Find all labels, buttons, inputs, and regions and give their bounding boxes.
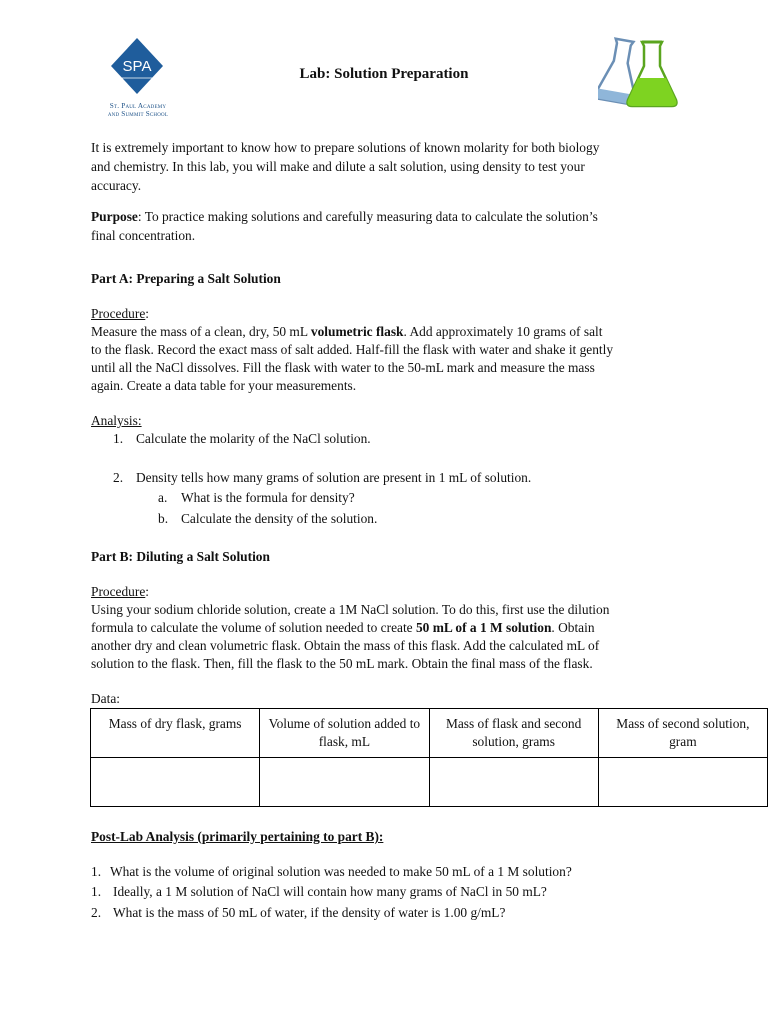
purpose-line: final concentration. bbox=[91, 228, 196, 243]
part-b-procedure-line: another dry and clean volumetric flask. Obtain the mass of this flask. Add the calculated mL of bbox=[91, 638, 600, 653]
part-b-procedure-line: formula to calculate the volume of solution needed to create 50 mL of a 1 M solution. Obtain bbox=[91, 620, 595, 635]
intro-line: It is extremely important to know how to prepare solutions of known molarity for both biology bbox=[91, 140, 600, 155]
flasks-icon bbox=[598, 34, 682, 114]
analysis-subquestion: Calculate the density of the solution. bbox=[181, 511, 378, 526]
list-number: 2. bbox=[113, 470, 124, 485]
table-header-cell: Mass of second solution, gram bbox=[598, 709, 767, 758]
analysis-question: Calculate the molarity of the NaCl solution. bbox=[136, 431, 371, 446]
part-a-procedure-line: to the flask. Record the exact mass of salt added. Half-fill the flask with water and shake it gently bbox=[91, 342, 614, 357]
post-lab-question: What is the volume of original solution was needed to make 50 mL of a 1 M solution? bbox=[110, 864, 572, 879]
intro-line: accuracy. bbox=[91, 178, 142, 193]
intro-line: and chemistry. In this lab, you will make and dilute a salt solution, using density to test your bbox=[91, 159, 585, 174]
part-a-heading: Part A: Preparing a Salt Solution bbox=[91, 271, 281, 286]
part-b-procedure-line: Using your sodium chloride solution, create a 1M NaCl solution. To do this, first use the dilution bbox=[91, 602, 610, 617]
part-a-procedure-line: again. Create a data table for your measurements. bbox=[91, 378, 357, 393]
purpose-label: Purpose bbox=[91, 209, 138, 224]
list-number: 1. bbox=[113, 431, 124, 446]
analysis-label: Analysis: bbox=[91, 413, 142, 428]
part-b-procedure-line: solution to the flask. Then, fill the flask to the 50 mL mark. Obtain the final mass of the flask. bbox=[91, 656, 593, 671]
part-b-procedure-label: Procedure: bbox=[91, 584, 150, 599]
part-b-heading: Part B: Diluting a Salt Solution bbox=[91, 549, 270, 564]
table-header-cell: Volume of solution added to flask, mL bbox=[260, 709, 429, 758]
purpose-line: Purpose: To practice making solutions and carefully measuring data to calculate the solution’s bbox=[91, 209, 598, 224]
table-cell[interactable] bbox=[598, 758, 767, 807]
logo-abbrev: SPA bbox=[122, 58, 152, 75]
analysis-subquestion: What is the formula for density? bbox=[181, 490, 355, 505]
list-letter: a. bbox=[158, 490, 168, 505]
table-header-cell: Mass of flask and second solution, grams bbox=[429, 709, 598, 758]
post-lab-heading: Post-Lab Analysis (primarily pertaining to part B): bbox=[91, 829, 384, 844]
post-lab-question: What is the mass of 50 mL of water, if the density of water is 1.00 g/mL? bbox=[113, 905, 506, 920]
list-number: 2. bbox=[91, 905, 102, 920]
post-lab-question: Ideally, a 1 M solution of NaCl will contain how many grams of NaCl in 50 mL? bbox=[113, 884, 547, 899]
part-a-procedure-label: Procedure: bbox=[91, 306, 150, 321]
part-a-procedure-line: until all the NaCl dissolves. Fill the flask with water to the 50-mL mark and measure the mass bbox=[91, 360, 595, 375]
table-header-row bbox=[91, 709, 768, 758]
table-cell[interactable] bbox=[260, 758, 429, 807]
table-header-cell: Mass of dry flask, grams bbox=[91, 709, 260, 758]
table-cell[interactable] bbox=[91, 758, 260, 807]
list-letter: b. bbox=[158, 511, 169, 526]
list-number: 1. bbox=[91, 884, 102, 899]
page-title: Lab: Solution Preparation bbox=[299, 66, 469, 82]
analysis-question: Density tells how many grams of solution are present in 1 mL of solution. bbox=[136, 470, 532, 485]
table-row bbox=[91, 758, 768, 807]
list-number: 1. bbox=[91, 864, 102, 879]
table-cell[interactable] bbox=[429, 758, 598, 807]
logo-school-name: St. Paul Academy and Summit School bbox=[107, 102, 169, 118]
data-table bbox=[90, 708, 768, 807]
part-a-procedure-line: Measure the mass of a clean, dry, 50 mL volumetric flask. Add approximately 10 grams of salt bbox=[91, 324, 603, 339]
data-label: Data: bbox=[91, 691, 120, 706]
